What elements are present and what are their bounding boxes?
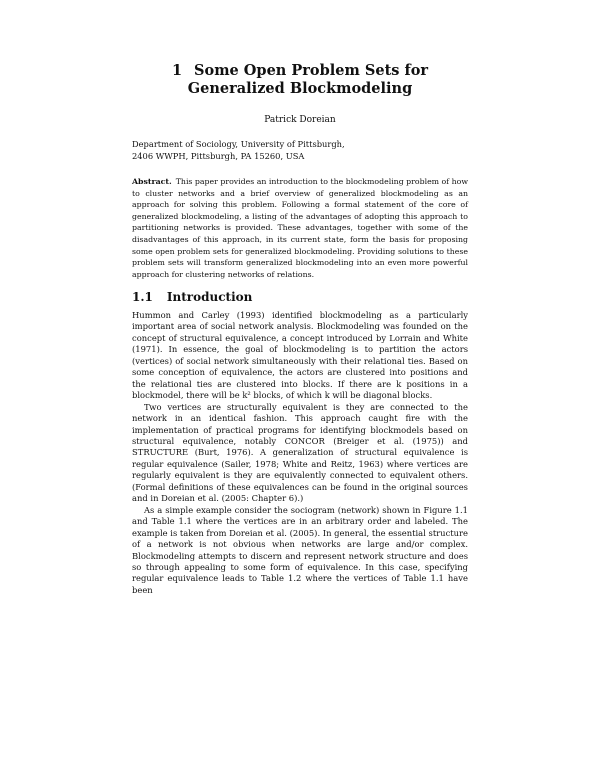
chapter-number: 1 <box>171 62 183 79</box>
abstract <box>132 176 468 280</box>
section-title: Introduction <box>166 290 253 304</box>
paragraph: As a simple example consider the sociogram (network) shown in Figure 1.1 and Table 1.1 where the vertices are in an arbitrary order and labeled. The example is taken from Doreian et al. (2005). In general, the essential structure of a network is not obvious when networks are large and/or complex. Blockmodeling attempts to discern and represent network structure and does so through appealing to some form of equivalence. In this case, specifying regular equivalence leads to Table 1.2 where the vertices of Table 1.1 have been <box>132 504 468 595</box>
chapter-title: Some Open Problem Sets for Generalized Blockmodeling <box>187 62 429 97</box>
affiliation-line: 2406 WWPH, Pittsburgh, PA 15260, USA <box>132 151 305 161</box>
section-body <box>132 310 468 596</box>
paper-title <box>130 62 470 98</box>
section-number: 1.1 <box>132 290 153 304</box>
affiliation <box>132 138 432 162</box>
abstract-text: This paper provides an introduction to the blockmodeling problem of how to cluster networks and a brief overview of generalized blockmodeling as an approach for solving this problem. Following a formal statement of the core of generalized blockmodeling, a listing of the advantages of adopting this approach to partitioning networks is provided. These advantages, together with some of the disadvantages of this approach, in its current state, form the basis for proposing some open problem sets for generalized blockmodeling. Providing solutions to these problem sets will transform generalized blockmodeling into an even more powerful approach for clustering networks of relations. <box>132 177 469 279</box>
affiliation-line: Department of Sociology, University of Pittsburgh, <box>132 139 345 149</box>
paragraph: Hummon and Carley (1993) identified blockmodeling as a particularly important area of social network analysis. Blockmodeling was founded on the concept of structural equivalence, a concept introduced by Lorrain and White (1971). In essence, the goal of blockmodeling is to partition the actors (vertices) of social network simultaneously with their relational ties. Based on some conception of equivalence, the actors are clustered into positions and the relational ties are clustered into blocks. If there are k positions in a blockmodel, there will be k² blocks, of which k will be diagonal blocks. <box>132 310 468 401</box>
author-name: Patrick Doreian <box>264 115 336 125</box>
abstract-label: Abstract. <box>132 177 172 186</box>
paragraph: Two vertices are structurally equivalent is they are connected to the network in an identical fashion. This approach caught fire with the implementation of practical programs for identifying blockmodels based on structural equivalence, notably CONCOR (Breiger et al. (1975)) and STRUCTURE (Burt, 1976). A generalization of structural equivalence is regular equivalence (Sailer, 1978; White and Reitz, 1963) where vertices are regularly equivalent is they are equivalently connected to equivalent others. (Formal definitions of these equivalences can be found in the original sources and in Doreian et al. (2005: Chapter 6).) <box>132 401 468 504</box>
section-heading <box>132 290 252 304</box>
